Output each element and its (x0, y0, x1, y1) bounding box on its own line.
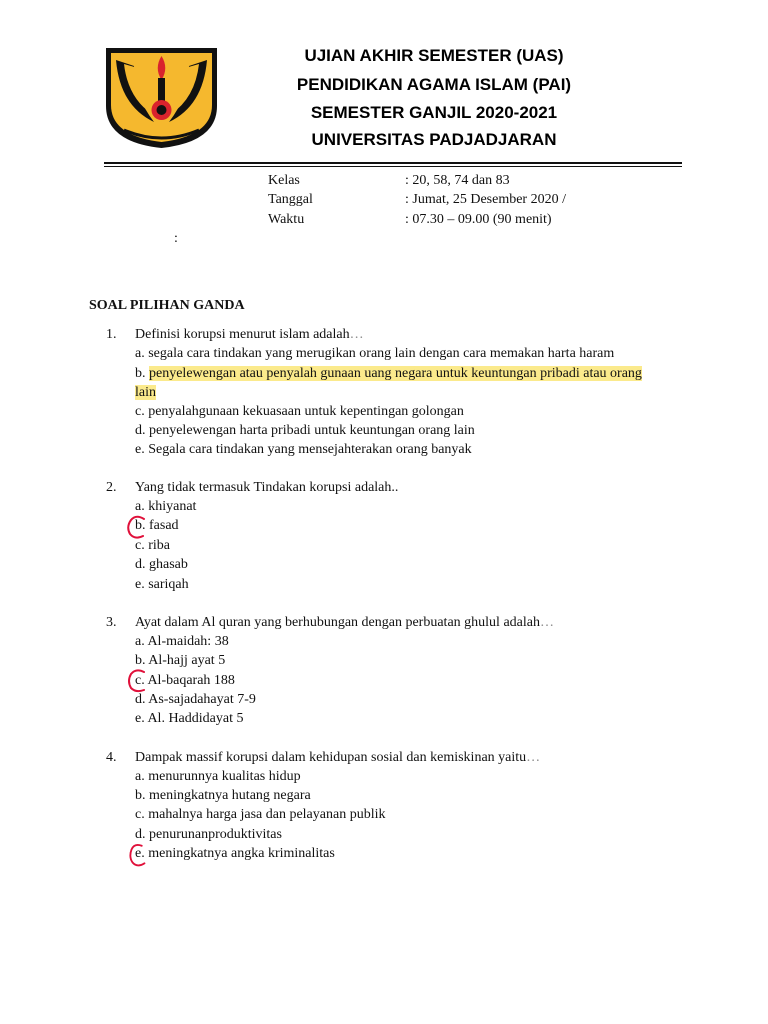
option-b-highlighted: b. penyelewengan atau penyalah gunaan uang negara untuk keuntungan pribadi atau orang (135, 366, 642, 381)
university-title: UNIVERSITAS PADJADJARAN (311, 130, 557, 149)
option-b-continuation: lain (135, 385, 156, 400)
question-number: 2. (106, 480, 117, 495)
option-c: c. riba (135, 538, 170, 553)
option-c: c. penyalahgunaan kekuasaan untuk kepentingan golongan (135, 404, 464, 419)
option-e: e. Segala cara tindakan yang mensejahterakan orang banyak (135, 442, 472, 457)
question-number: 3. (106, 615, 117, 630)
option-e: e. meningkatnya angka kriminalitas (135, 846, 335, 861)
meta-value-kelas: : 20, 58, 74 dan 83 (405, 173, 510, 188)
question-number: 1. (106, 327, 117, 342)
option-b: b. fasad (135, 518, 179, 533)
meta-label-waktu: Waktu (268, 212, 305, 227)
question-text: Dampak massif korupsi dalam kehidupan sosial dan kemiskinan yaitu… (135, 750, 541, 765)
option-e: e. sariqah (135, 577, 189, 592)
semester-title: SEMESTER GANJIL 2020-2021 (310, 103, 558, 122)
option-a: a. menurunnya kualitas hidup (135, 769, 301, 784)
option-d: d. penurunanproduktivitas (135, 827, 282, 842)
stray-colon: : (174, 231, 178, 246)
question-text: Yang tidak termasuk Tindakan korupsi adalah.. (135, 480, 399, 495)
option-b: b. meningkatnya hutang negara (135, 788, 311, 803)
exam-title: UJIAN AKHIR SEMESTER (UAS) (304, 46, 564, 65)
header-rule-thin (104, 166, 682, 167)
course-title: PENDIDIKAN AGAMA ISLAM (PAI) (296, 75, 572, 94)
option-c: c. mahalnya harga jasa dan pelayanan publik (135, 807, 386, 822)
option-a: a. Al-maidah: 38 (135, 634, 229, 649)
header-rule-thick (104, 162, 682, 164)
option-b: b. Al-hajj ayat 5 (135, 653, 226, 668)
option-e: e. Al. Haddidayat 5 (135, 711, 244, 726)
meta-value-tanggal: : Jumat, 25 Desember 2020 / (405, 192, 566, 207)
question-text: Definisi korupsi menurut islam adalah… (135, 327, 364, 342)
option-d: d. ghasab (135, 557, 188, 572)
university-seal-logo (104, 46, 219, 150)
question-text: Ayat dalam Al quran yang berhubungan dengan perbuatan ghulul adalah… (135, 615, 554, 630)
section-title: SOAL PILIHAN GANDA (89, 298, 245, 313)
option-a: a. segala cara tindakan yang merugikan orang lain dengan cara memakan harta haram (135, 346, 615, 361)
meta-label-tanggal: Tanggal (268, 192, 313, 207)
question-number: 4. (106, 750, 117, 765)
option-a: a. khiyanat (135, 499, 197, 514)
option-c: c. Al-baqarah 188 (135, 673, 235, 688)
meta-value-waktu: : 07.30 – 09.00 (90 menit) (405, 212, 552, 227)
meta-label-kelas: Kelas (268, 173, 300, 188)
option-d: d. penyelewengan harta pribadi untuk keuntungan orang lain (135, 423, 475, 438)
option-d: d. As-sajadahayat 7-9 (135, 692, 256, 707)
